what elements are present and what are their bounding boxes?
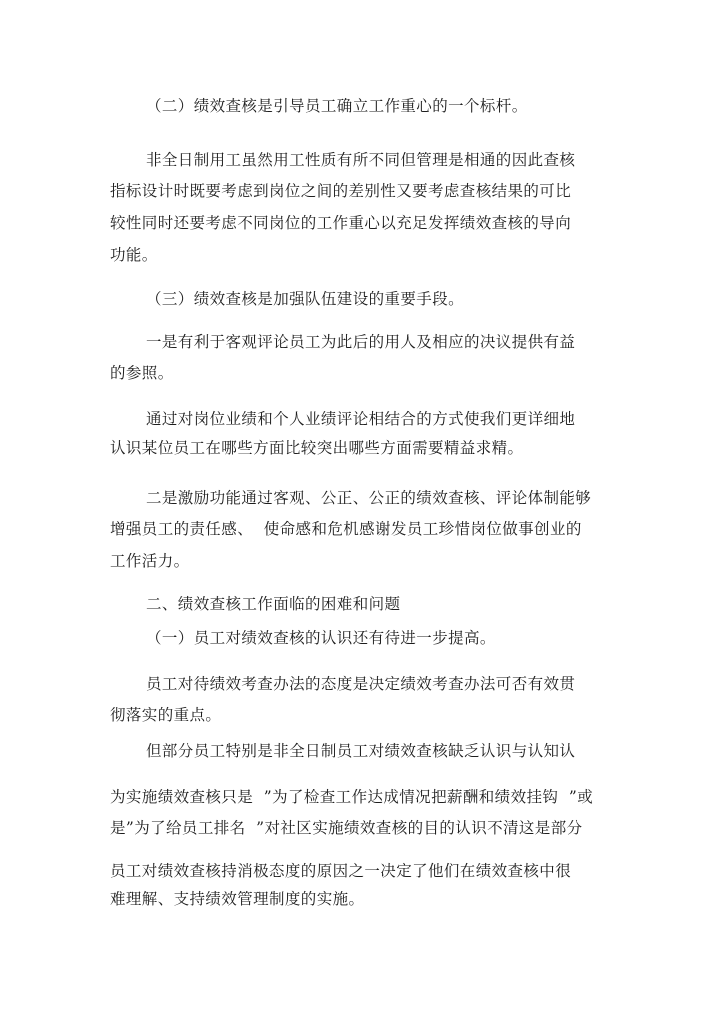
- section-heading-2: （二）绩效查核是引导员工确立工作重心的一个标杆。: [146, 97, 528, 115]
- section-heading-3: （三）绩效查核是加强队伍建设的重要手段。: [146, 290, 465, 308]
- section-heading-1: （一）员工对绩效查核的认识还有待进一步提高。: [146, 629, 496, 647]
- paragraph-line: 为实施绩效查核只是 ”为了检查工作达成情况把薪酬和绩效挂钩 ”或: [110, 788, 594, 806]
- paragraph-line: 彻落实的重点。: [110, 706, 222, 724]
- paragraph-line: 的参照。: [110, 364, 174, 382]
- chapter-heading: 二、绩效查核工作面临的困难和问题: [146, 595, 401, 613]
- paragraph-line: 通过对岗位业绩和个人业绩评论相结合的方式使我们更详细地: [146, 410, 576, 428]
- paragraph-line: 非全日制用工虽然用工性质有所不同但管理是相通的因此查核: [146, 151, 576, 169]
- paragraph-line: 是”为了给员工排名 ”对社区实施绩效查核的目的认识不清这是部分: [110, 819, 583, 837]
- paragraph-line: 员工对待绩效考查办法的态度是决定绩效考查办法可否有效贯: [146, 675, 576, 693]
- paragraph-line: 但部分员工特别是非全日制员工对绩效查核缺乏认识与认知认: [146, 742, 576, 760]
- paragraph-line: 难理解、支持绩效管理制度的实施。: [110, 890, 365, 908]
- paragraph-line: 工作活力。: [110, 552, 190, 570]
- paragraph-line: 功能。: [110, 246, 158, 264]
- paragraph-line: 增强员工的责任感、 使命感和危机感谢发员工珍惜岗位做事创业的: [110, 520, 582, 538]
- paragraph-line: 认识某位员工在哪些方面比较突出哪些方面需要精益求精。: [110, 439, 524, 457]
- paragraph-line: 一是有利于客观评论员工为此后的用人及相应的决议提供有益: [146, 333, 576, 351]
- paragraph-line: 二是激励功能通过客观、公正、公正的绩效查核、评论体制能够: [146, 489, 592, 507]
- paragraph-line: 较性同时还要考虑不同岗位的工作重心以充足发挥绩效查核的导向: [110, 214, 572, 232]
- paragraph-line: 指标设计时既要考虑到岗位之间的差别性又要考虑查核结果的可比: [110, 182, 572, 200]
- paragraph-line: 员工对绩效查核持消极态度的原因之一决定了他们在绩效查核中很: [110, 862, 572, 880]
